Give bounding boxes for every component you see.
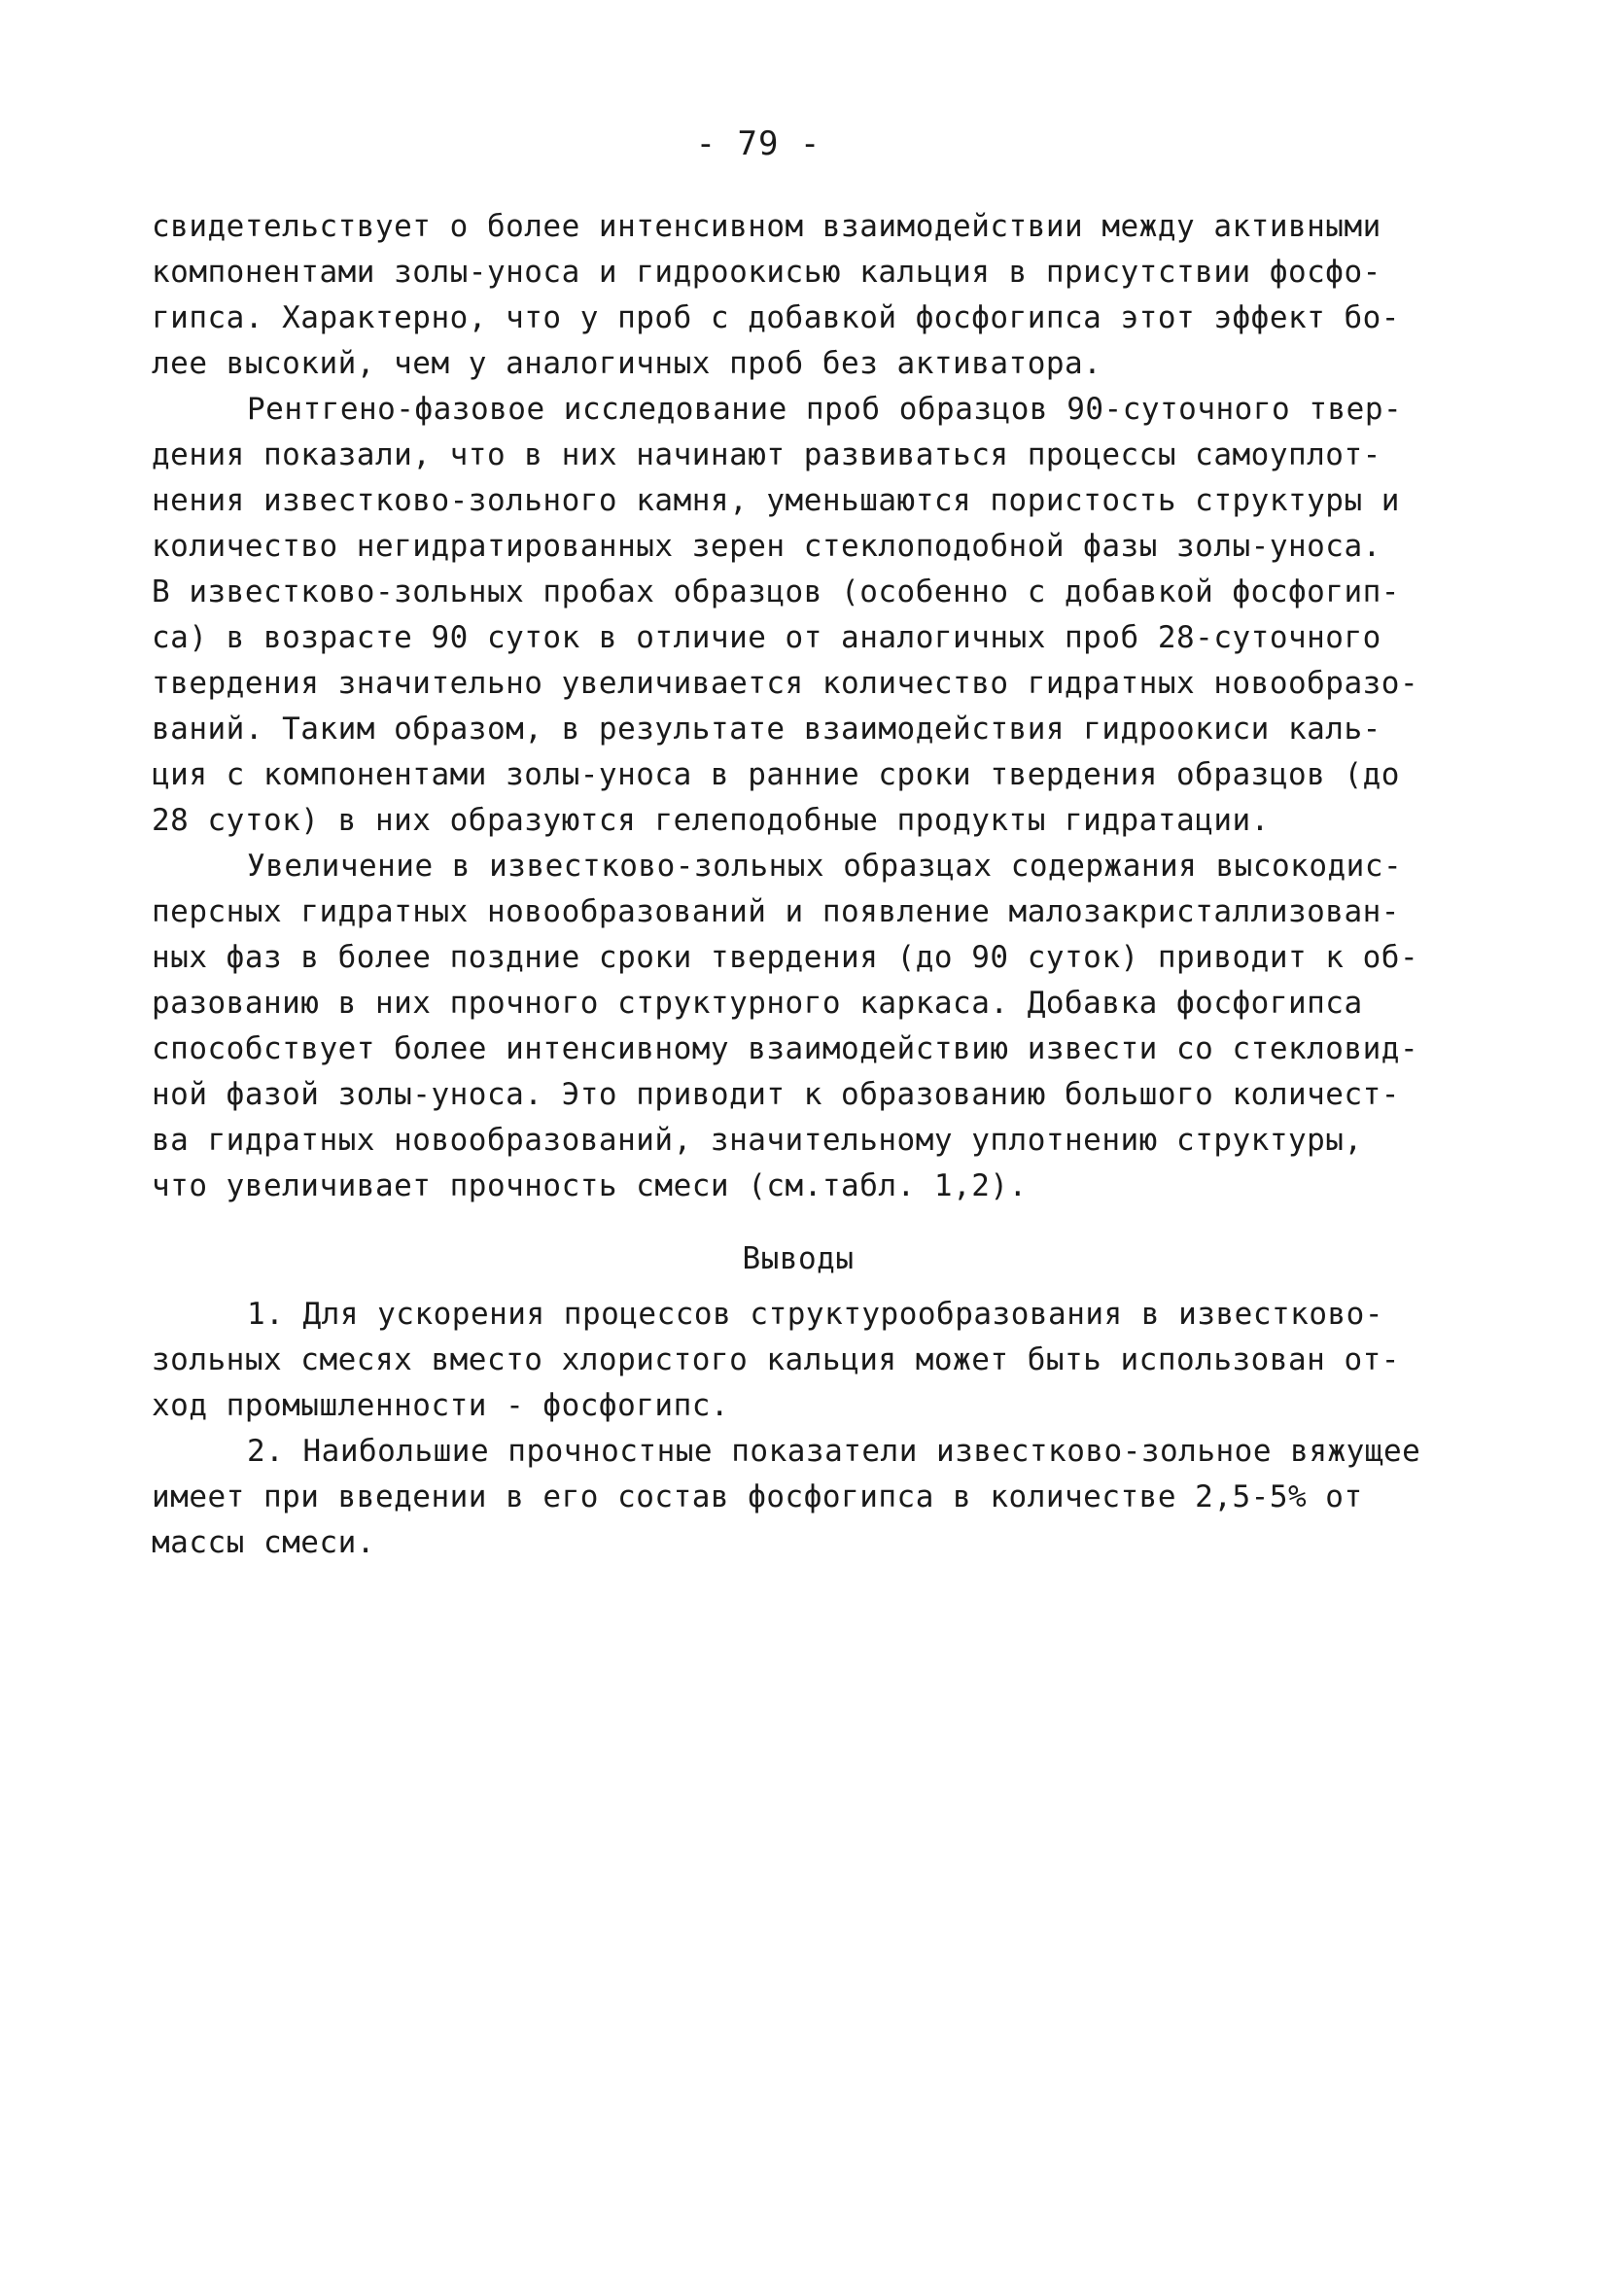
- text-line: 2. Наибольшие прочностные показатели известково-зольное вяжущее: [247, 1434, 1421, 1469]
- text-line: ной фазой золы-уноса. Это приводит к образованию большого количест-: [152, 1077, 1400, 1112]
- text-line: твердения значительно увеличивается количество гидратных новообразо-: [152, 666, 1419, 701]
- text-line: персных гидратных новообразований и появление малозакристаллизован-: [152, 894, 1400, 929]
- conclusions-heading: Выводы: [742, 1241, 855, 1276]
- paragraph-1: [152, 204, 1445, 387]
- text-line: Увеличение в известково-зольных образцах содержания высокодис-: [247, 849, 1403, 884]
- page-number: - 79 -: [695, 124, 821, 163]
- text-line: ва гидратных новообразований, значительному уплотнению структуры,: [152, 1123, 1363, 1158]
- text-line: ваний. Таким образом, в результате взаимодействия гидроокиси каль-: [152, 712, 1381, 747]
- text-line: дения показали, что в них начинают развиваться процессы самоуплот-: [152, 437, 1381, 472]
- text-line: свидетельствует о более интенсивном взаимодействии между активными: [152, 209, 1381, 244]
- text-line: компонентами золы-уноса и гидроокисью кальция в присутствии фосфо-: [152, 255, 1381, 290]
- text-line: лее высокий, чем у аналогичных проб без активатора.: [152, 346, 1102, 381]
- paragraph-3: [152, 844, 1445, 1209]
- text-line: массы смеси.: [152, 1525, 375, 1560]
- text-line: способствует более интенсивному взаимодействию извести со стекловид-: [152, 1031, 1419, 1066]
- paragraph-2: [152, 387, 1445, 844]
- text-line: что увеличивает прочность смеси (см.табл. 1,2).: [152, 1168, 1028, 1203]
- text-line: Рентгено-фазовое исследование проб образцов 90-суточного твер-: [247, 392, 1403, 427]
- text-line: са) в возрасте 90 суток в отличие от аналогичных проб 28-суточного: [152, 620, 1381, 655]
- text-line: ция с компонентами золы-уноса в ранние сроки твердения образцов (до: [152, 757, 1400, 792]
- text-line: разованию в них прочного структурного каркаса. Добавка фосфогипса: [152, 986, 1363, 1021]
- text-line: В известково-зольных пробах образцов (особенно с добавкой фосфогип-: [152, 574, 1400, 609]
- conclusion-item-2: [152, 1429, 1445, 1566]
- text-line: имеет при введении в его состав фосфогипса в количестве 2,5-5% от: [152, 1479, 1363, 1514]
- text-line: количество негидратированных зерен стеклоподобной фазы золы-уноса.: [152, 529, 1381, 564]
- text-line: 1. Для ускорения процессов структурообразования в известково-: [247, 1297, 1383, 1332]
- text-line: ход промышленности - фосфогипс.: [152, 1388, 730, 1423]
- text-line: гипса. Характерно, что у проб с добавкой фосфогипса этот эффект бо-: [152, 300, 1400, 335]
- document-body: [152, 204, 1445, 1566]
- text-line: 28 суток) в них образуются гелеподобные продукты гидратации.: [152, 803, 1270, 838]
- conclusion-item-1: [152, 1292, 1445, 1429]
- text-line: ных фаз в более поздние сроки твердения (до 90 суток) приводит к об-: [152, 940, 1419, 975]
- text-line: нения известково-зольного камня, уменьшаются пористость структуры и: [152, 483, 1400, 518]
- text-line: зольных смесях вместо хлористого кальция может быть использован от-: [152, 1342, 1400, 1377]
